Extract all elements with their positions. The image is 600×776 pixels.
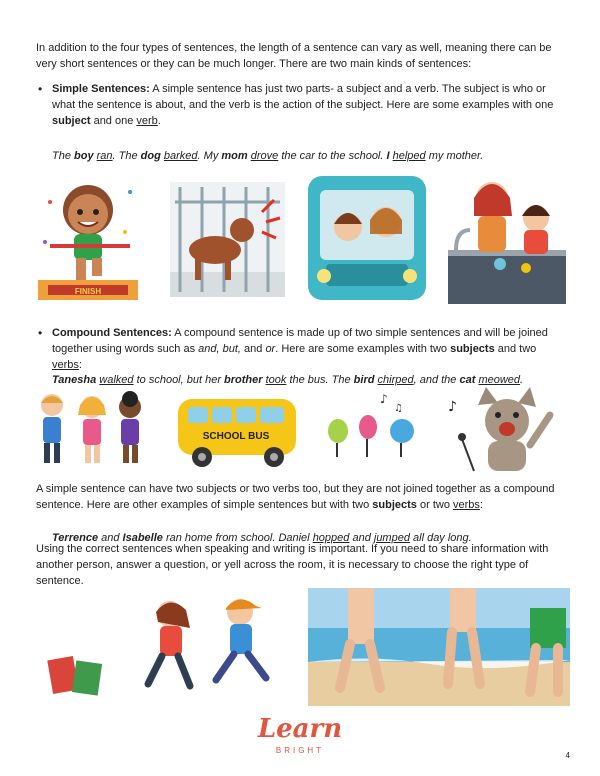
conjunction-or: or (265, 343, 276, 355)
word-subject: subject (52, 115, 91, 127)
ex-text: ran home from school. Daniel (162, 532, 313, 544)
ex-verb-drove: drove (250, 150, 279, 162)
text-and: and (240, 343, 266, 355)
word-verbs: verbs (52, 359, 79, 371)
ex-text: , and the (413, 374, 460, 386)
logo-learn-text: Learn (257, 714, 343, 744)
ex-text: . My (197, 150, 222, 162)
compound-illustrations-row (30, 385, 570, 475)
bullet-compound: • (38, 326, 43, 340)
two-subjects-paragraph (36, 481, 566, 513)
ex-text: . (520, 374, 524, 386)
correct-sentences-paragraph: Using the correct sentences when speaking and writing is important. If you need to share information with another person, answer a question, or yell across the room, it is necessary to choose the right type of sentence. (36, 543, 549, 587)
ex-subject-tanesha: Tanesha (52, 374, 97, 386)
ex-verb-chirped: chirped (377, 374, 414, 386)
ex-verb-hopped: hopped (312, 532, 350, 544)
ex-verb-ran: ran (96, 150, 113, 162)
ex-text: the bus. The (286, 374, 354, 386)
page-number: 4 (565, 751, 570, 760)
colon: : (479, 499, 483, 511)
simple-body: A simple sentence has just two parts- a subject and a verb. The subject is who or what the sentence is about, and the verb is the action of the subject. Here are some examples with one (52, 83, 554, 111)
running-boy-illustration (38, 185, 138, 300)
ex-text: and (349, 532, 374, 544)
svg-text:♫: ♫ (394, 403, 403, 414)
bullet-simple: • (38, 82, 43, 96)
period: . (157, 115, 161, 127)
helping-mother-illustration (448, 182, 566, 304)
ex-subject-cat: cat (459, 374, 476, 386)
school-bus-illustration (178, 399, 296, 467)
word-verb: verb (136, 115, 158, 127)
word-subjects: subjects (450, 343, 495, 355)
compound-body2: . Here are some examples with two (275, 343, 451, 355)
school-bus-label: SCHOOL BUS (202, 431, 270, 442)
ex-subject-i: I (386, 150, 390, 162)
ex-text: all day long. (409, 532, 472, 544)
ex-subject-bird: bird (353, 374, 375, 386)
mom-driving-illustration (308, 176, 426, 300)
chirping-birds-illustration (328, 392, 414, 457)
ex-verb-walked: walked (99, 374, 134, 386)
ex-verb-barked: barked (163, 150, 198, 162)
ex-subject-isabelle: Isabelle (122, 532, 163, 544)
finish-banner-text: FINISH (74, 287, 102, 296)
ex-verb-took: took (265, 374, 287, 386)
compound-body: A compound sentence is made up of two simple sentences and will be joined together using words such as (52, 327, 548, 355)
word-verbs: verbs (453, 499, 480, 511)
conjunctions-and-but: and, but, (198, 343, 241, 355)
ex-text: and (98, 532, 123, 544)
ex-text: the car to the school. (278, 150, 387, 162)
ex-subject-terrence: Terrence (52, 532, 99, 544)
intro-paragraph: In addition to the four types of sentences, the length of a sentence can vary as well, meaning there can be very short sentences or they can be much longer. There are two main kinds of sentences: (36, 42, 552, 70)
compound-sentences-paragraph (52, 325, 566, 373)
learn-bright-logo (250, 707, 350, 762)
logo-bright-text: BRIGHT (275, 746, 325, 755)
svg-text:♪: ♪ (448, 399, 457, 415)
text-two: and two (494, 343, 537, 355)
meowing-cat-illustration (448, 387, 550, 471)
para3-body: A simple sentence can have two subjects or two verbs too, but they are not joined together as a compound sentence. Here are other examples of simple sentences but with two (36, 483, 555, 511)
colon: : (78, 359, 82, 371)
barking-dog-illustration (170, 182, 285, 297)
ex-verb-meowed: meowed (478, 374, 521, 386)
word-subjects: subjects (372, 499, 417, 511)
beach-running-photo (308, 588, 570, 706)
ex-subject-mom: mom (221, 150, 248, 162)
ex-text: . The (112, 150, 141, 162)
running-kids-illustration (47, 599, 266, 696)
text-or: or two (416, 499, 454, 511)
svg-text:♪: ♪ (380, 392, 388, 406)
compound-heading: Compound Sentences: (52, 327, 172, 339)
ex-verb-helped: helped (392, 150, 426, 162)
ex-verb-jumped: jumped (373, 532, 410, 544)
simple-illustrations-row (30, 172, 570, 307)
simple-heading: Simple Sentences: (52, 83, 150, 95)
simple-sentences-paragraph (52, 81, 566, 129)
word-and: and one (90, 115, 137, 127)
ex-subject-brother: brother (224, 374, 263, 386)
ex-subject-boy: boy (74, 150, 94, 162)
ex-subject-dog: dog (140, 150, 161, 162)
ex-text: The (52, 150, 75, 162)
running-illustrations-row (30, 588, 570, 706)
ex-text: my mother. (425, 150, 484, 162)
walking-kids-illustration (41, 391, 141, 463)
simple-examples (52, 148, 483, 164)
ex-text: to school, but her (133, 374, 225, 386)
